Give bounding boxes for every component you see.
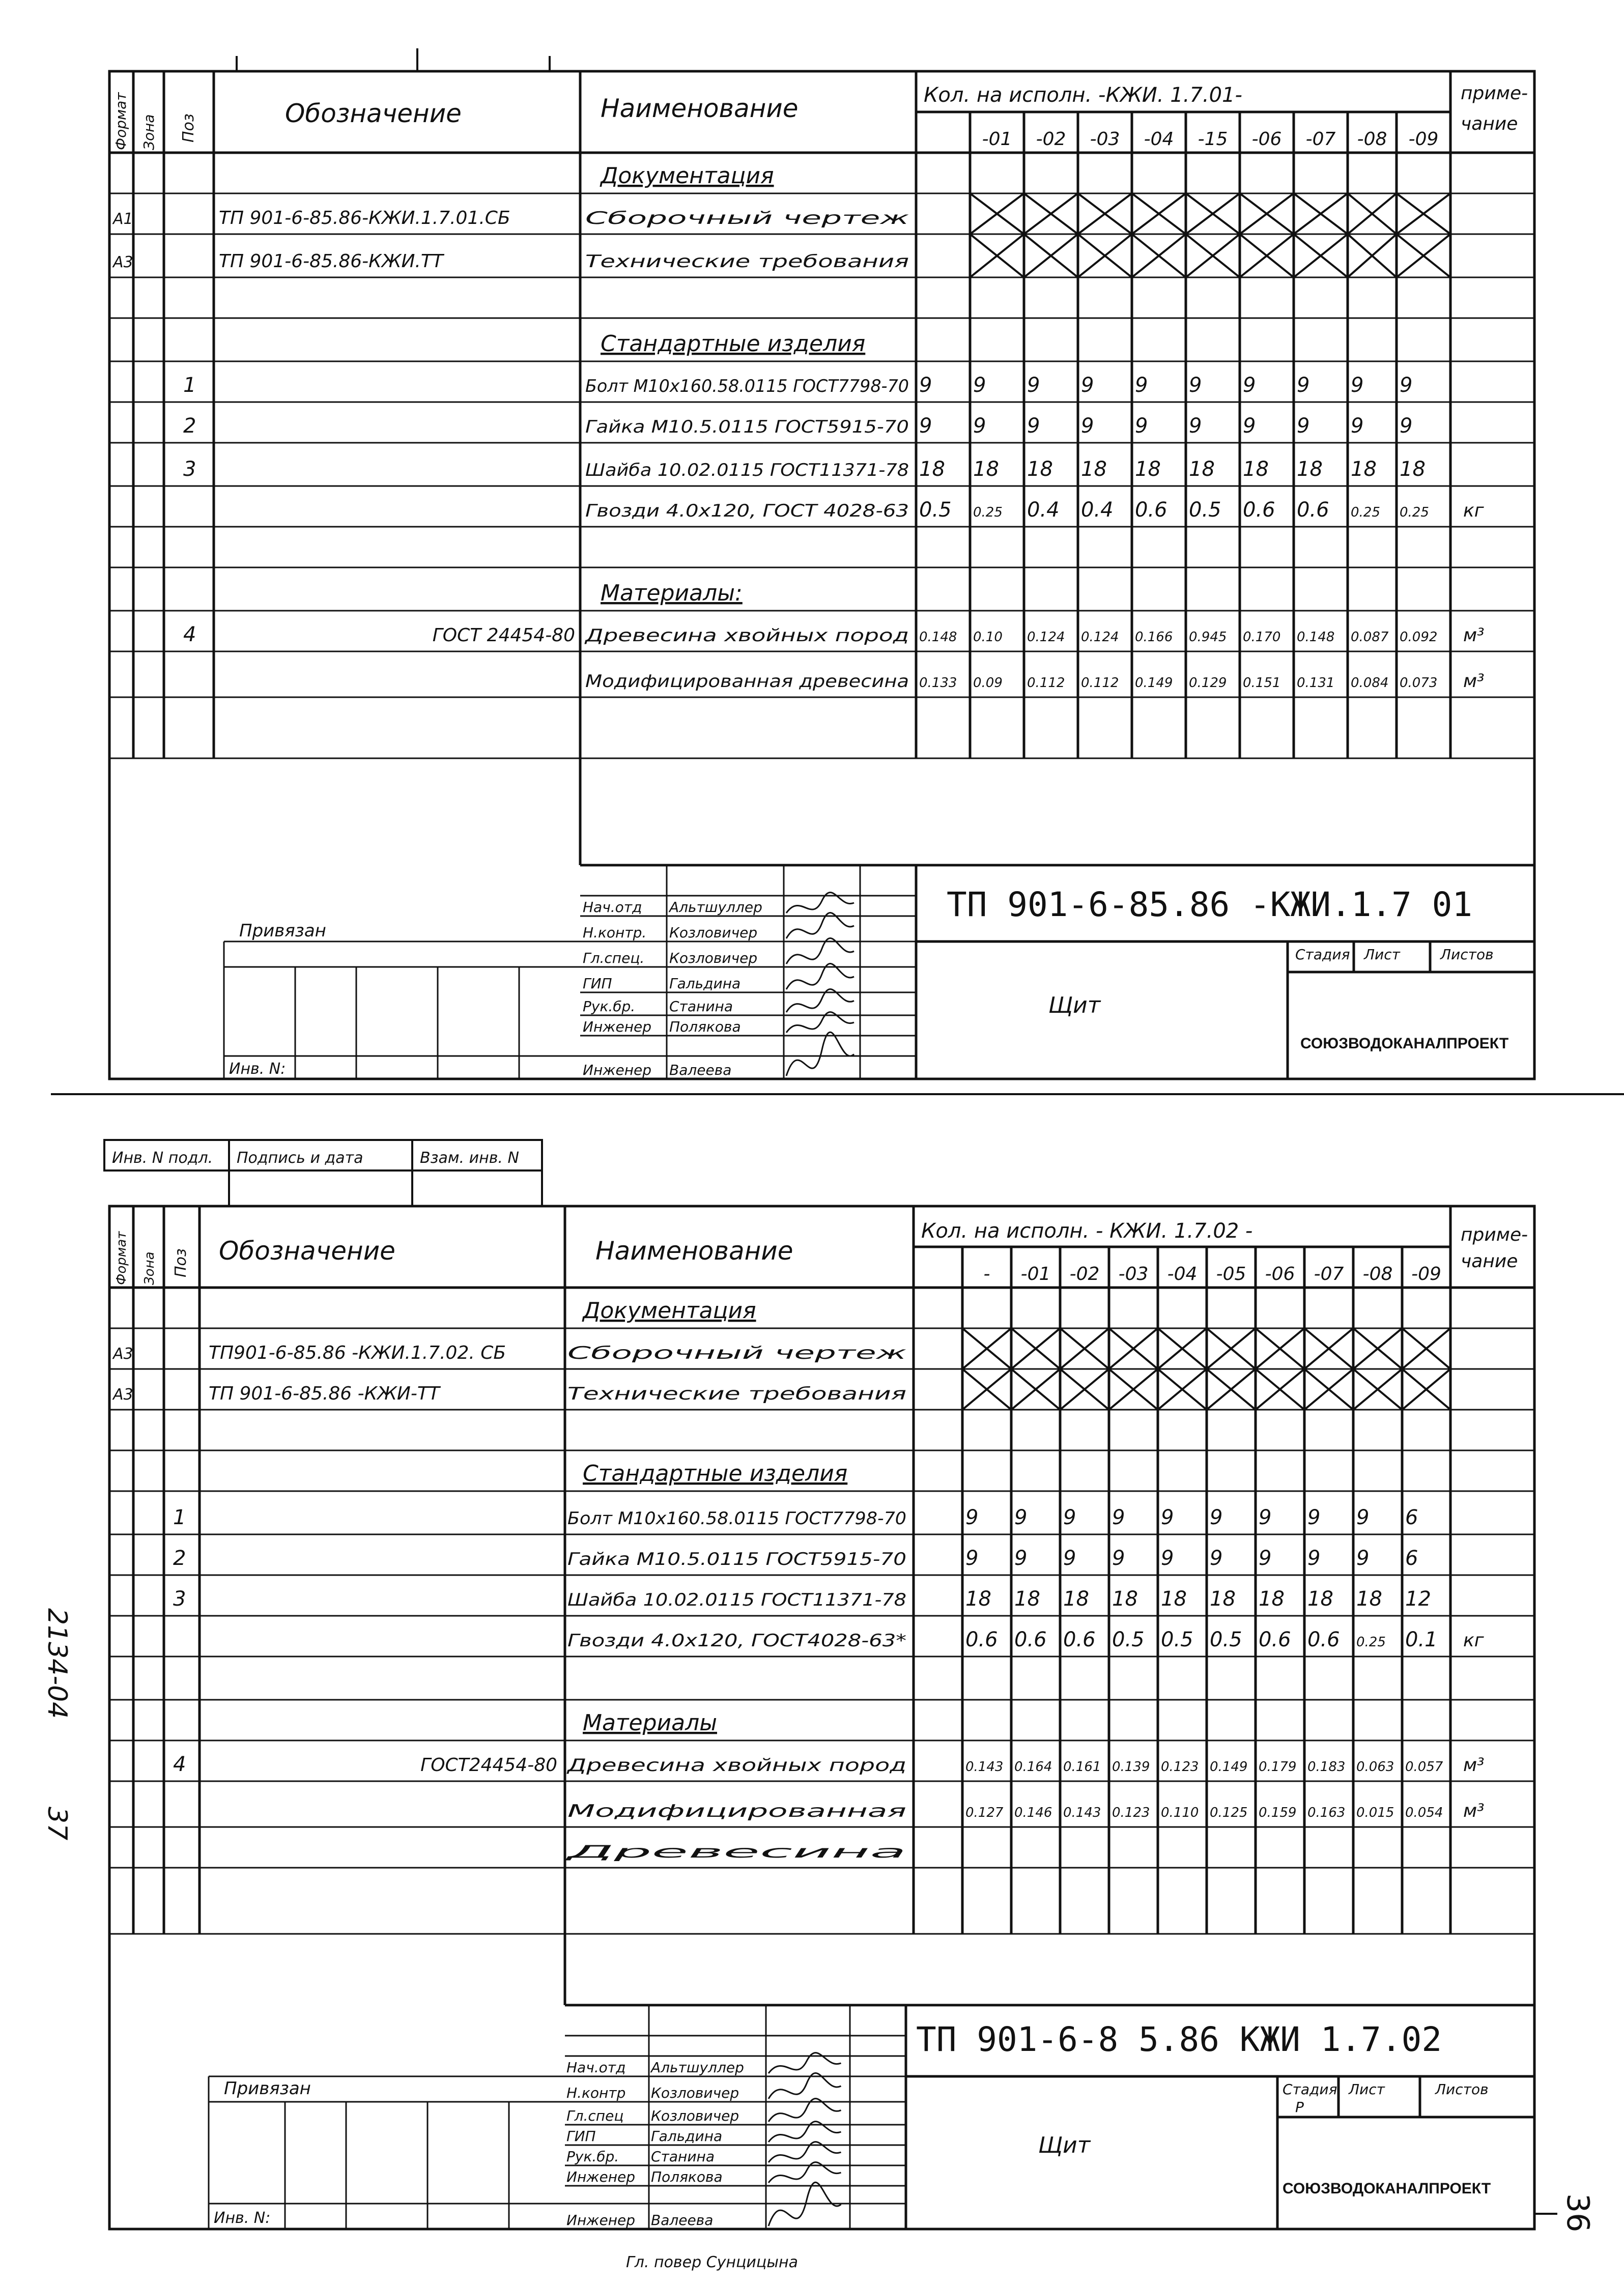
column-format-header: Формат — [114, 1231, 129, 1285]
quantity-cell: 0.4 — [1081, 498, 1114, 522]
position-cell: 2 — [183, 414, 196, 438]
stamp-person-name: Станина — [651, 2148, 715, 2165]
quantity-cell: 0.112 — [1027, 675, 1065, 691]
name-cell: Болт М10х160.58.0115 ГОСТ7798-70 — [585, 376, 909, 396]
table-row — [183, 374, 1412, 397]
quantity-cell: 0.112 — [1081, 675, 1119, 691]
column-designation-header: Обозначение — [285, 99, 462, 128]
remark-cell: м³ — [1463, 1801, 1485, 1821]
quantity-cell: 0.073 — [1400, 675, 1438, 691]
quantity-cell: 0.148 — [1297, 630, 1335, 645]
quantity-cell: 18 — [1027, 458, 1053, 481]
table-row — [173, 1547, 1418, 1570]
position-cell: 2 — [173, 1547, 186, 1570]
quantity-cell: 9 — [1210, 1506, 1223, 1529]
table-row — [601, 580, 743, 606]
quantity-cell: 0.5 — [1161, 1628, 1193, 1651]
quantity-cell: 9 — [919, 414, 932, 438]
organization-name: СОЮЗВОДОКАНАЛПРОЕКТ — [1300, 1035, 1509, 1052]
remark-cell: кг — [1463, 1630, 1484, 1651]
quantity-cell: 9 — [1112, 1547, 1125, 1570]
quantity-cell: 9 — [1189, 374, 1202, 397]
quantity-cell: 0.6 — [1135, 498, 1167, 522]
stamp-role: Гл.спец — [566, 2107, 624, 2124]
table-row — [600, 163, 774, 189]
quantity-header: Кол. на исполн. - КЖИ. 1.7.02 - — [921, 1219, 1253, 1243]
quantity-cell: 18 — [1243, 458, 1269, 481]
name-cell: Сборочный чертеж — [567, 1343, 907, 1363]
quantity-cell: 0.179 — [1259, 1759, 1297, 1775]
name-cell: Древесина хвойных пород — [584, 625, 909, 646]
format-cell: А3 — [113, 253, 133, 271]
stamp-role: Гл.спец. — [583, 950, 645, 966]
table-row — [601, 331, 865, 357]
quantity-cell: 18 — [1210, 1587, 1236, 1611]
side-archive-marks — [20, 1603, 92, 1908]
name-cell: Шайба 10.02.0115 ГОСТ11371-78 — [585, 460, 909, 480]
page-number-text: 36 — [1560, 2193, 1595, 2233]
sheet-label: Лист — [1349, 2081, 1385, 2098]
quantity-cell: 0.146 — [1014, 1805, 1052, 1820]
quantity-cell: 18 — [973, 458, 999, 481]
remark-cell: м³ — [1463, 671, 1485, 692]
document-code: ТП 901-6-8 5.86 КЖИ 1.7.02 — [916, 2020, 1442, 2059]
name-cell: Шайба 10.02.0115 ГОСТ11371-78 — [567, 1590, 906, 1610]
name-cell: Сборочный чертеж — [585, 208, 909, 229]
quantity-cell: 9 — [965, 1547, 979, 1570]
format-cell: А3 — [113, 1386, 133, 1404]
quantity-cell: 0.110 — [1161, 1805, 1199, 1820]
quantity-cell: 9 — [1297, 374, 1310, 397]
variant-column-header: -02 — [1069, 1264, 1100, 1284]
stage-value: Р — [1295, 2099, 1304, 2116]
quantity-cell: 9 — [1189, 414, 1202, 438]
quantity-cell: 0.09 — [973, 675, 1003, 691]
designation-cell: ТП 901-6-85.86 -КЖИ-ТТ — [209, 1383, 440, 1404]
quantity-cell: 0.149 — [1135, 675, 1173, 691]
stamp-role: Рук.бр. — [566, 2148, 619, 2165]
quantity-cell: 0.151 — [1243, 675, 1281, 691]
name-cell: Древесина — [564, 1842, 906, 1862]
variant-column-header: -09 — [1408, 129, 1439, 150]
quantity-cell: 18 — [1297, 458, 1323, 481]
stamp-person-name: Альтшуллер — [651, 2059, 744, 2076]
quantity-cell: 0.087 — [1351, 630, 1389, 645]
quantity-cell: 18 — [1014, 1587, 1040, 1611]
quantity-cell: 18 — [1135, 458, 1161, 481]
quantity-cell: 9 — [1297, 414, 1310, 438]
table-row — [567, 1628, 1485, 1651]
name-cell: Гвозди 4.0х120, ГОСТ4028-63* — [567, 1631, 906, 1651]
remark-cell: кг — [1463, 500, 1484, 521]
quantity-cell: 9 — [1135, 414, 1148, 438]
privyazan-label: Привязан — [239, 921, 326, 941]
signatures — [768, 2053, 841, 2226]
quantity-cell: 0.6 — [1307, 1628, 1340, 1651]
variant-column-header: -03 — [1090, 129, 1120, 150]
table-row — [183, 414, 1412, 438]
quantity-cell: 0.6 — [1243, 498, 1275, 522]
name-cell: Модифицированная — [567, 1801, 906, 1821]
inv-label: Инв. N: — [229, 1060, 286, 1078]
quantity-cell: 12 — [1405, 1587, 1431, 1611]
item-name: Щит — [1038, 2132, 1091, 2158]
signatures — [786, 893, 854, 1076]
quantity-cell: 9 — [1135, 374, 1148, 397]
column-name-header: Наименование — [601, 94, 799, 123]
variant-column-header: -06 — [1265, 1264, 1295, 1284]
quantity-cell: 9 — [1307, 1506, 1321, 1529]
designation-cell: ТП 901-6-85.86-КЖИ.ТТ — [219, 251, 443, 272]
section-heading: Документация — [583, 1298, 756, 1324]
quantity-cell: 0.143 — [965, 1759, 1004, 1775]
stamp-role: Рук.бр. — [583, 998, 636, 1015]
stamp-person-name: Валеева — [651, 2212, 714, 2229]
name-cell: Гвозди 4.0х120, ГОСТ 4028-63 — [585, 501, 909, 521]
variant-column-header: -07 — [1314, 1264, 1344, 1284]
variant-column-header: -05 — [1216, 1264, 1246, 1284]
quantity-cell: 9 — [1351, 414, 1364, 438]
quantity-cell: 0.6 — [1259, 1628, 1291, 1651]
quantity-cell: 0.25 — [1356, 1635, 1386, 1650]
position-cell: 4 — [173, 1753, 186, 1776]
quantity-cell: 9 — [1351, 374, 1364, 397]
stamp-role: Н.контр. — [583, 924, 647, 941]
table-row — [173, 1587, 1431, 1611]
binding-label: Взам. инв. N — [420, 1149, 519, 1167]
quantity-cell: 9 — [965, 1506, 979, 1529]
quantity-cell: 9 — [919, 374, 932, 397]
stamp-role: Н.контр — [566, 2085, 626, 2101]
stamp-person-name: Валеева — [669, 1062, 732, 1078]
table-row — [112, 1343, 907, 1363]
stamp-person-name: Гальдина — [669, 975, 741, 992]
stamp-role: Инженер — [583, 1062, 652, 1078]
quantity-cell: 0.015 — [1356, 1805, 1394, 1820]
column-zone-header: Зона — [140, 114, 157, 150]
quantity-cell: 6 — [1405, 1506, 1418, 1529]
column-name-header: Наименование — [595, 1236, 793, 1266]
stamp-person-name: Козловичер — [651, 2085, 739, 2101]
name-cell: Технические требования — [567, 1384, 906, 1404]
quantity-cell: 0.5 — [919, 498, 952, 522]
quantity-cell: 9 — [1063, 1506, 1076, 1529]
quantity-cell: 9 — [1112, 1506, 1125, 1529]
quantity-cell: 0.10 — [973, 630, 1003, 645]
quantity-cell: 9 — [1063, 1547, 1076, 1570]
quantity-cell: 0.133 — [919, 675, 957, 691]
quantity-cell: 0.084 — [1351, 675, 1389, 691]
stamp-person-name: Козловичер — [669, 924, 758, 941]
remark-header-2: чание — [1461, 1251, 1518, 1272]
remark-cell: м³ — [1463, 625, 1485, 646]
quantity-cell: 0.6 — [1014, 1628, 1047, 1651]
quantity-cell: 0.25 — [973, 505, 1003, 520]
stamp-role: ГИП — [583, 975, 612, 992]
section-heading: Стандартные изделия — [583, 1461, 848, 1487]
quantity-cell: 18 — [1307, 1587, 1333, 1611]
quantity-cell: 9 — [1027, 414, 1040, 438]
remark-cell: м³ — [1463, 1755, 1485, 1776]
stage-label: Стадия — [1295, 946, 1350, 963]
quantity-cell: 6 — [1405, 1547, 1418, 1570]
sheet-label: Лист — [1364, 946, 1400, 963]
inv-label: Инв. N: — [214, 2209, 271, 2227]
variant-column-header: -03 — [1118, 1264, 1149, 1284]
variant-column-header: -07 — [1305, 129, 1336, 150]
column-pos-header: Поз — [180, 113, 197, 142]
stamp-role: ГИП — [566, 2128, 596, 2145]
organization-name: СОЮЗВОДОКАНАЛПРОЕКТ — [1283, 2180, 1491, 2197]
quantity-cell: 18 — [1259, 1587, 1285, 1611]
quantity-cell: 0.092 — [1400, 630, 1438, 645]
table-row — [585, 498, 1485, 522]
designation-cell: ТП 901-6-85.86-КЖИ.1.7.01.СБ — [219, 208, 510, 229]
quantity-cell: 9 — [1400, 374, 1413, 397]
table-row — [112, 1383, 906, 1404]
privyazan-label: Привязан — [224, 2078, 311, 2099]
variant-column-header: -09 — [1411, 1264, 1441, 1284]
variant-column-header: - — [983, 1264, 990, 1284]
quantity-cell: 9 — [1027, 374, 1040, 397]
stamp-role: Инженер — [566, 2168, 636, 2185]
quantity-cell: 0.131 — [1297, 675, 1335, 691]
stamp-person-name: Полякова — [669, 1018, 741, 1035]
crossed-out-cells — [970, 193, 1450, 277]
section-heading: Стандартные изделия — [601, 331, 866, 357]
stamp-role: Нач.отд — [566, 2059, 626, 2076]
binding-label: Инв. N подл. — [112, 1149, 213, 1167]
designation-cell: ГОСТ 24454-80 — [432, 625, 575, 646]
quantity-cell: 0.166 — [1135, 630, 1173, 645]
quantity-header: Кол. на исполн. -КЖИ. 1.7.01- — [924, 83, 1242, 107]
column-pos-header: Поз — [172, 1248, 190, 1277]
quantity-cell: 9 — [1161, 1506, 1174, 1529]
quantity-cell: 0.6 — [965, 1628, 998, 1651]
quantity-cell: 9 — [1243, 414, 1256, 438]
variant-column-header: -04 — [1167, 1264, 1198, 1284]
variant-column-header: -08 — [1357, 129, 1387, 150]
quantity-cell: 18 — [1400, 458, 1426, 481]
position-cell: 4 — [183, 623, 196, 646]
designation-cell: ГОСТ24454-80 — [420, 1755, 557, 1776]
name-cell: Гайка М10.5.0115 ГОСТ5915-70 — [585, 417, 909, 437]
table-row — [564, 1842, 906, 1862]
archive-sheet: 37 — [42, 1807, 72, 1841]
binding-label: Подпись и дата — [237, 1149, 363, 1167]
quantity-cell: 9 — [1356, 1506, 1370, 1529]
quantity-cell: 0.143 — [1063, 1805, 1101, 1820]
quantity-cell: 18 — [1161, 1587, 1187, 1611]
position-cell: 3 — [173, 1587, 186, 1611]
table-row — [582, 1298, 756, 1324]
stamp-role: Инженер — [566, 2212, 636, 2229]
name-cell: Болт М10х160.58.0115 ГОСТ7798-70 — [567, 1508, 906, 1529]
name-cell: Древесина хвойных пород — [566, 1755, 906, 1776]
position-cell: 1 — [183, 374, 196, 397]
quantity-cell: 0.945 — [1189, 630, 1227, 645]
name-cell: Модифицированная древесина — [585, 671, 909, 692]
format-cell: А3 — [113, 1345, 133, 1363]
name-cell: Технические требования — [585, 251, 909, 272]
stamp-person-name: Гальдина — [651, 2128, 723, 2145]
quantity-cell: 18 — [965, 1587, 991, 1611]
quantity-cell: 0.6 — [1297, 498, 1329, 522]
table-row — [112, 208, 909, 229]
quantity-cell: 9 — [973, 414, 986, 438]
quantity-cell: 9 — [1081, 374, 1094, 397]
quantity-cell: 0.148 — [919, 630, 957, 645]
position-cell: 3 — [183, 458, 196, 481]
quantity-cell: 18 — [919, 458, 945, 481]
quantity-cell: 0.054 — [1405, 1805, 1443, 1820]
quantity-cell: 18 — [1189, 458, 1215, 481]
stamp-person-name: Альтшуллер — [669, 899, 762, 916]
quantity-cell: 0.1 — [1405, 1628, 1438, 1651]
quantity-cell: 0.124 — [1081, 630, 1119, 645]
remark-header-1: приме- — [1461, 83, 1528, 104]
quantity-cell: 18 — [1063, 1587, 1089, 1611]
quantity-cell: 0.129 — [1189, 675, 1227, 691]
variant-column-header: -15 — [1198, 129, 1228, 150]
quantity-cell: 0.25 — [1400, 505, 1429, 520]
stamp-person-name: Станина — [669, 998, 733, 1015]
quantity-cell: 0.163 — [1307, 1805, 1346, 1820]
table-row — [173, 1506, 1418, 1529]
name-cell: Гайка М10.5.0115 ГОСТ5915-70 — [567, 1549, 906, 1569]
quantity-cell: 0.5 — [1210, 1628, 1242, 1651]
quantity-cell: 9 — [1356, 1547, 1370, 1570]
quantity-cell: 0.164 — [1014, 1759, 1052, 1775]
quantity-cell: 18 — [1112, 1587, 1138, 1611]
format-cell: А1 — [113, 210, 133, 228]
quantity-cell: 9 — [1243, 374, 1256, 397]
column-designation-header: Обозначение — [219, 1236, 395, 1266]
archive-number: 2134-04 — [42, 1608, 72, 1719]
quantity-cell: 0.4 — [1027, 498, 1060, 522]
variant-column-header: -04 — [1144, 129, 1174, 150]
remark-header-1: приме- — [1461, 1224, 1528, 1245]
document-code: ТП 901-6-85.86 -КЖИ.1.7 01 — [947, 885, 1473, 924]
quantity-cell: 9 — [1014, 1547, 1028, 1570]
table-row — [567, 1801, 1485, 1821]
quantity-cell: 9 — [1081, 414, 1094, 438]
quantity-cell: 9 — [1014, 1506, 1028, 1529]
quantity-cell: 9 — [1259, 1547, 1272, 1570]
quantity-cell: 0.125 — [1210, 1805, 1248, 1820]
quantity-cell: 9 — [1400, 414, 1413, 438]
quantity-cell: 0.183 — [1307, 1759, 1346, 1775]
column-zone-header: Зона — [142, 1251, 157, 1285]
sheets-label: Листов — [1435, 2081, 1489, 2098]
designation-cell: ТП901-6-85.86 -КЖИ.1.7.02. СБ — [209, 1343, 506, 1363]
specification-sheet-1 — [0, 0, 1624, 1120]
quantity-cell: 0.124 — [1027, 630, 1065, 645]
quantity-cell: 18 — [1081, 458, 1107, 481]
item-name: Щит — [1048, 992, 1101, 1018]
quantity-cell: 0.063 — [1356, 1759, 1394, 1775]
variant-column-header: -08 — [1362, 1264, 1393, 1284]
table-row — [173, 1753, 1485, 1776]
quantity-cell: 0.25 — [1351, 505, 1380, 520]
quantity-cell: 0.170 — [1243, 630, 1281, 645]
table-row — [112, 251, 909, 272]
quantity-cell: 9 — [1210, 1547, 1223, 1570]
quantity-cell: 0.159 — [1259, 1805, 1297, 1820]
footer-note: Гл. повер Сунцицына — [626, 2253, 798, 2271]
position-cell: 1 — [173, 1506, 186, 1529]
quantity-cell: 0.161 — [1063, 1759, 1101, 1775]
stamp-person-name: Козловичер — [651, 2107, 739, 2124]
stamp-role: Инженер — [583, 1018, 652, 1035]
quantity-cell: 0.123 — [1112, 1805, 1150, 1820]
stamp-person-name: Полякова — [651, 2168, 723, 2185]
table-row — [585, 671, 1485, 692]
sheets-label: Листов — [1440, 946, 1494, 963]
quantity-cell: 0.5 — [1189, 498, 1221, 522]
quantity-cell: 9 — [1161, 1547, 1174, 1570]
quantity-cell: 9 — [973, 374, 986, 397]
quantity-cell: 0.5 — [1112, 1628, 1145, 1651]
stamp-person-name: Козловичер — [669, 950, 758, 966]
quantity-cell: 9 — [1259, 1506, 1272, 1529]
quantity-cell: 0.6 — [1063, 1628, 1096, 1651]
table-row — [183, 623, 1485, 646]
specification-sheet-2 — [0, 1120, 1624, 2284]
quantity-cell: 0.123 — [1161, 1759, 1199, 1775]
quantity-cell: 0.149 — [1210, 1759, 1248, 1775]
quantity-cell: 18 — [1351, 458, 1377, 481]
variant-column-header: -01 — [1020, 1264, 1051, 1284]
variant-column-header: -02 — [1036, 129, 1066, 150]
separator-line — [0, 1089, 1624, 1099]
quantity-cell: 18 — [1356, 1587, 1382, 1611]
table-row — [583, 1461, 847, 1487]
stage-label: Стадия — [1283, 2081, 1337, 2098]
quantity-cell: 9 — [1307, 1547, 1321, 1570]
variant-column-header: -06 — [1251, 129, 1282, 150]
table-row — [583, 1710, 717, 1736]
page-number — [1557, 2188, 1598, 2270]
section-heading: Документация — [601, 163, 774, 189]
signature-scribble — [786, 1032, 854, 1076]
remark-header-2: чание — [1461, 113, 1518, 134]
quantity-cell: 0.057 — [1405, 1759, 1443, 1775]
stamp-role: Нач.отд — [583, 899, 642, 916]
quantity-cell: 0.127 — [965, 1805, 1004, 1820]
column-format-header: Формат — [112, 92, 129, 150]
section-heading: Материалы — [583, 1710, 717, 1736]
quantity-cell: 0.139 — [1112, 1759, 1150, 1775]
variant-column-header: -01 — [982, 129, 1012, 150]
section-heading: Материалы: — [601, 580, 743, 606]
